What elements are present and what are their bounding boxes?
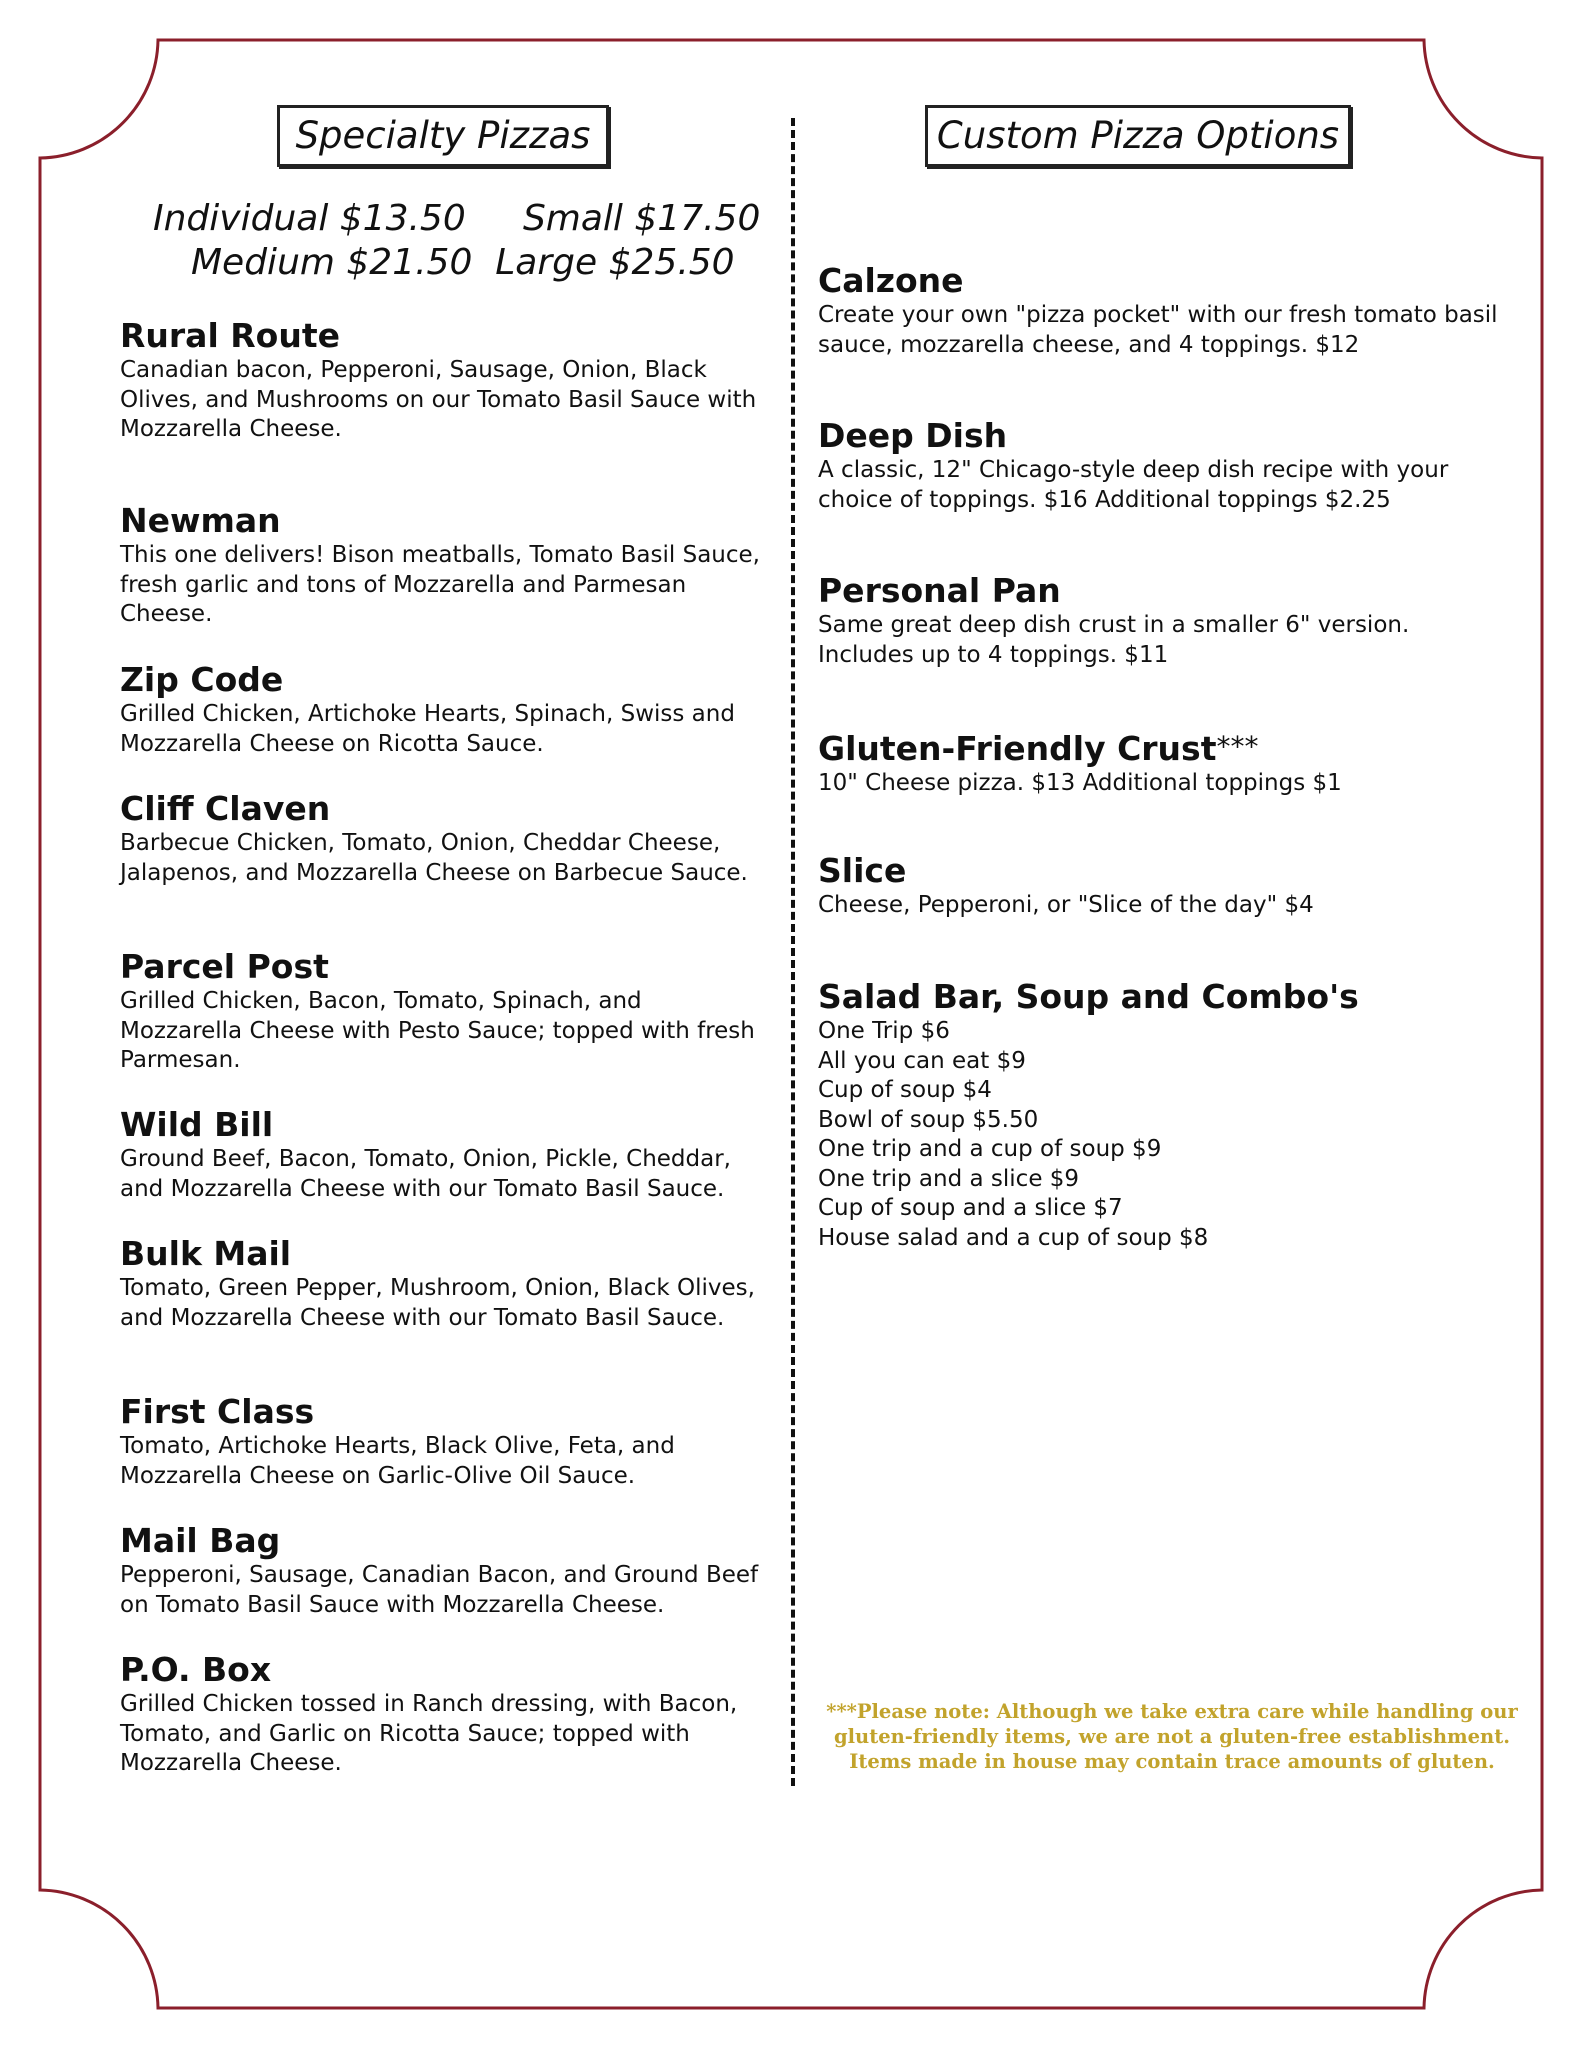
pizza-description: Pepperoni, Sausage, Canadian Bacon, and Ground Beef on Tomato Basil Sauce with Mozzarella Cheese. <box>120 1562 759 1618</box>
pizza-description: Tomato, Green Pepper, Mushroom, Onion, Black Olives, and Mozzarella Cheese with our Tomato Basil Sauce. <box>120 1275 755 1331</box>
pizza-item <box>120 1521 760 1620</box>
column-divider <box>791 118 795 1786</box>
pizza-description: Canadian bacon, Pepperoni, Sausage, Onion, Black Olives, and Mushrooms on our Tomato Basil Sauce with Mozzarella Cheese. <box>120 357 757 442</box>
salad-price-line: All you can eat $9 <box>818 1047 1026 1074</box>
pizza-description: Ground Beef, Bacon, Tomato, Onion, Pickle, Cheddar, and Mozzarella Cheese with our Tomato Basil Sauce. <box>120 1146 731 1202</box>
pizza-description: Grilled Chicken, Bacon, Tomato, Spinach, and Mozzarella Cheese with Pesto Sauce; topped with fresh Parmesan. <box>120 988 755 1073</box>
option-name: Deep Dish <box>818 416 1008 455</box>
pizza-name: Wild Bill <box>120 1105 274 1144</box>
salad-price-line: One trip and a slice $9 <box>818 1165 1080 1192</box>
pizza-name: P.O. Box <box>120 1650 272 1689</box>
pizza-name: Zip Code <box>120 660 284 699</box>
option-name: Calzone <box>818 261 964 300</box>
pizza-item <box>120 947 760 1076</box>
custom-pizza-options-header: Custom Pizza Options <box>925 105 1351 167</box>
option-name: Personal Pan <box>818 571 1061 610</box>
salad-bar-list <box>818 1017 1498 1253</box>
option-name: Slice <box>818 851 907 890</box>
salad-price-line: One trip and a cup of soup $9 <box>818 1136 1162 1162</box>
pizza-item <box>120 1234 760 1333</box>
pizza-item <box>120 316 760 445</box>
pizza-name: Mail Bag <box>120 1521 281 1560</box>
pizza-description: This one delivers! Bison meatballs, Tomato Basil Sauce, fresh garlic and tons of Mozzarella and Parmesan Cheese. <box>120 542 760 627</box>
option-item <box>818 416 1498 515</box>
gluten-disclaimer-note: ***Please note: Although we take extra care while handling our gluten-friendly items, we are not a gluten-free establishment. Items made in house may contain trace amounts of gluten. <box>826 1700 1518 1773</box>
salad-price-line: Cup of soup and a slice $7 <box>818 1195 1123 1221</box>
option-description: A classic, 12" Chicago-style deep dish recipe with your choice of toppings. $16 Additional toppings $2.25 <box>818 457 1449 513</box>
pizza-item <box>120 501 760 630</box>
option-item <box>818 571 1498 670</box>
salad-price-line: Cup of soup $4 <box>818 1077 992 1103</box>
pizza-name: Cliff Claven <box>120 789 331 828</box>
option-name-text: Gluten-Friendly Crust <box>818 729 1217 768</box>
pizza-name: Bulk Mail <box>120 1234 292 1273</box>
size-prices-line-2: Medium $21.50 Large $25.50 <box>191 242 735 283</box>
option-description: Create your own "pizza pocket" with our fresh tomato basil sauce, mozzarella cheese, and 4 toppings. $12 <box>818 302 1498 358</box>
option-item <box>818 851 1498 921</box>
size-prices-line-1: Individual $13.50 Small $17.50 <box>153 198 761 239</box>
specialty-pizzas-header: Specialty Pizzas <box>277 105 609 167</box>
salad-price-line: One Trip $6 <box>818 1018 950 1044</box>
option-description: Same great deep dish crust in a smaller 6" version. Includes up to 4 toppings. $11 <box>818 612 1410 668</box>
option-item <box>818 261 1498 360</box>
option-item <box>818 727 1498 799</box>
pizza-item <box>120 789 760 888</box>
salad-bar-section <box>818 977 1498 1253</box>
pizza-name: First Class <box>120 1392 315 1431</box>
pizza-description: Tomato, Artichoke Hearts, Black Olive, Feta, and Mozzarella Cheese on Garlic-Olive Oil Sauce. <box>120 1433 675 1489</box>
salad-price-line: Bowl of soup $5.50 <box>818 1106 1039 1133</box>
salad-bar-title: Salad Bar, Soup and Combo's <box>818 977 1359 1016</box>
pizza-item <box>120 1392 760 1491</box>
pizza-item <box>120 660 760 759</box>
option-description: 10" Cheese pizza. $13 Additional toppings $1 <box>818 770 1342 796</box>
pizza-description: Barbecue Chicken, Tomato, Onion, Cheddar Cheese, Jalapenos, and Mozzarella Cheese on Barbecue Sauce. <box>120 830 748 886</box>
pizza-name: Parcel Post <box>120 947 329 986</box>
pizza-item <box>120 1650 760 1779</box>
pizza-description: Grilled Chicken tossed in Ranch dressing, with Bacon, Tomato, and Garlic on Ricotta Sauce; topped with Mozzarella Cheese. <box>120 1691 738 1776</box>
option-description: Cheese, Pepperoni, or "Slice of the day" $4 <box>818 892 1314 918</box>
pizza-description: Grilled Chicken, Artichoke Hearts, Spinach, Swiss and Mozzarella Cheese on Ricotta Sauce. <box>120 701 735 757</box>
pizza-name: Rural Route <box>120 316 340 355</box>
pizza-name: Newman <box>120 501 281 540</box>
asterisk-marker: *** <box>1216 730 1259 763</box>
pizza-item <box>120 1105 760 1204</box>
option-name <box>818 727 1498 769</box>
salad-price-line: House salad and a cup of soup $8 <box>818 1224 1209 1251</box>
